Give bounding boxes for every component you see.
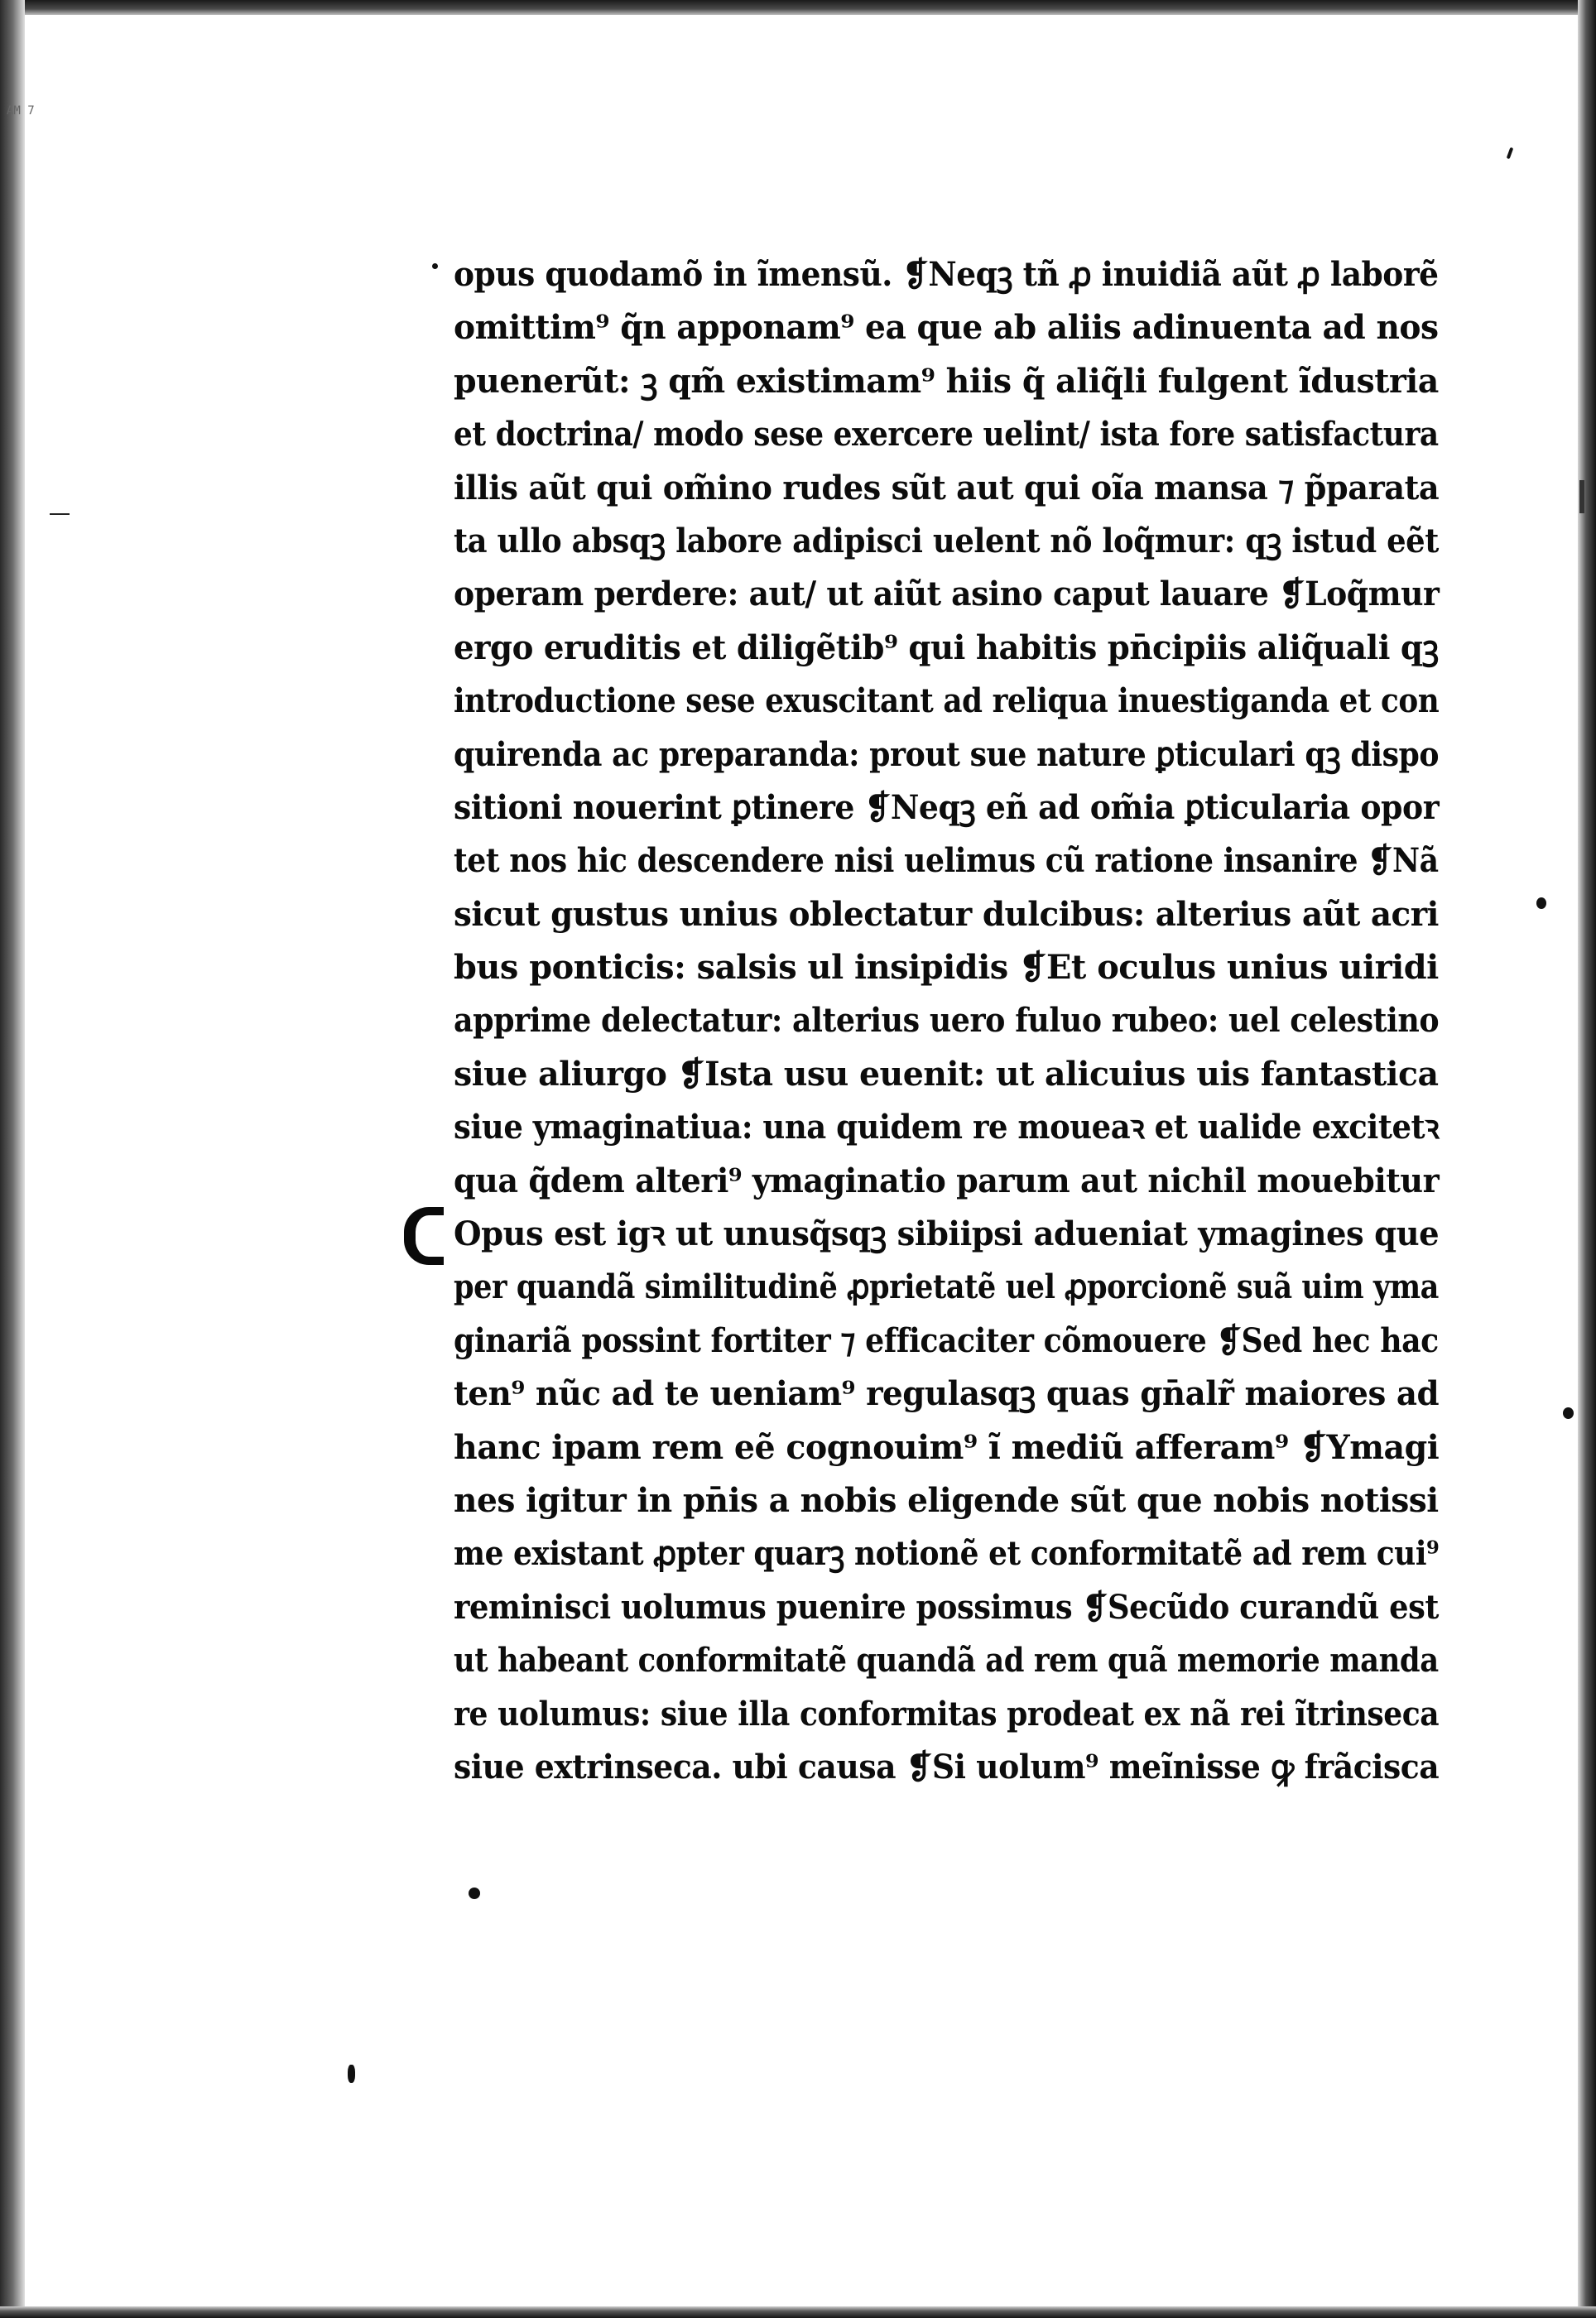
text-line-28: re uolumus: siue illa conformitas prodeat ex nã rei ĩtrinseca — [454, 1694, 1440, 1734]
text-line-4: et doctrina/ modo sese exercere uelint/ ista fore satisfactura — [454, 415, 1439, 454]
text-line-29: siue extrinseca. ubi causa ❡Si uolum⁹ meĩnisse ꝙ frãcisca — [454, 1747, 1440, 1787]
text-line-21: ginariã possint fortiter ⁊ efficaciter cõmouere ❡Sed hec hac — [454, 1320, 1439, 1360]
text-line-7: operam perdere: aut/ ut aiũt asino caput lauare ❡Loq̃mur — [454, 575, 1440, 614]
scan-border-top — [0, 0, 1596, 15]
text-line-26: reminisci uolumus puenire possimus ❡Secũdo curandũ est — [454, 1587, 1439, 1627]
scan-border-left — [0, 0, 25, 2318]
text-line-2: omittim⁹ q̃n apponam⁹ ea que ab aliis adinuenta ad nos — [454, 308, 1439, 348]
ink-speck — [1563, 1407, 1574, 1419]
text-line-5: illis aũt qui om̃ino rudes sũt aut qui oĩa mansa ⁊ p̃parata — [454, 468, 1440, 507]
text-line-25: me existant ꝓpter quarꝫ notionẽ et conformitatẽ ad rem cui⁹ — [454, 1534, 1440, 1574]
text-line-8: ergo eruditis et diligẽtib⁹ qui habitis pn̄cipiis aliq̃uali qꝫ — [454, 628, 1439, 667]
text-line-6: ta ullo absqꝫ labore adipisci uelent nõ loq̃mur: qꝫ istud eẽt — [454, 521, 1439, 560]
text-line-15: apprime delectatur: alterius uero fuluo rubeo: uel celestino — [454, 1001, 1440, 1041]
paragraph-initial-mark — [404, 1207, 444, 1265]
text-line-24: nes igitur in pn̄is a nobis eligende sũt que nobis notissi — [454, 1480, 1439, 1520]
text-line-18: qua q̃dem alteri⁹ ymaginatio parum aut nichil mouebitur — [454, 1161, 1440, 1200]
scan-border-right — [1578, 0, 1596, 2318]
ink-speck — [348, 2065, 355, 2083]
text-line-9: introductione sese exuscitant ad reliqua inuestiganda et con — [454, 681, 1440, 721]
text-line-17: siue ymaginatiua: una quidem re moueaꝛ et ualide excitetꝛ — [454, 1108, 1440, 1147]
text-line-16: siue aliurgo ❡Ista usu euenit: ut alicuius uis fantastica — [454, 1054, 1439, 1094]
text-line-27: ut habeant conformitatẽ quandã ad rem quã memorie manda — [454, 1641, 1439, 1681]
edge-mark — [50, 513, 70, 515]
text-line-12: tet nos hic descendere nisi uelimus cũ ratione insanire ❡Nã — [454, 841, 1439, 881]
ink-speck — [1507, 147, 1514, 160]
text-line-3: puenerũt: ꝫ qm̃ existimam⁹ hiis q̃ aliq̃li fulgent ĩdustria — [454, 361, 1439, 401]
ink-speck — [432, 263, 438, 269]
ink-speck — [1536, 897, 1546, 909]
text-line-13: sicut gustus unius oblectatur dulcibus: alterius aũt acri — [454, 894, 1439, 934]
text-line-20: per quandã similitudinẽ ꝓprietatẽ uel ꝓporcionẽ suã uim yma — [454, 1267, 1439, 1307]
text-line-23: hanc ipam rem eẽ cognouim⁹ ĩ mediũ afferam⁹ ❡Ymagi — [454, 1427, 1440, 1467]
text-line-14: bus ponticis: salsis ul insipidis ❡Et oculus unius uiridi — [454, 948, 1439, 988]
text-line-22: ten⁹ nũc ad te ueniam⁹ regulasqꝫ quas gn̄alr̃ maiores ad — [454, 1374, 1440, 1414]
text-line-11: sitioni nouerint ꝑtinere ❡Neqꝫ eñ ad om̃ia ꝑticularia opor — [454, 787, 1440, 827]
blackletter-text-block — [454, 248, 1439, 1794]
ink-speck — [469, 1888, 480, 1899]
text-line-19: Opus est igꝛ ut unusq̃sqꝫ sibiipsi adueniat ymagines que — [454, 1214, 1440, 1254]
scan-border-bottom — [0, 2306, 1596, 2318]
margin-mark: AM 7 — [7, 104, 35, 118]
text-line-1: opus quodamõ in ĩmensũ. ❡Neqꝫ tñ ꝓ inuidiã aũt ꝓ laborẽ — [454, 255, 1439, 294]
edge-mark — [1579, 480, 1584, 513]
text-line-10: quirenda ac preparanda: prout sue nature ꝑticulari qꝫ dispo — [454, 734, 1440, 774]
